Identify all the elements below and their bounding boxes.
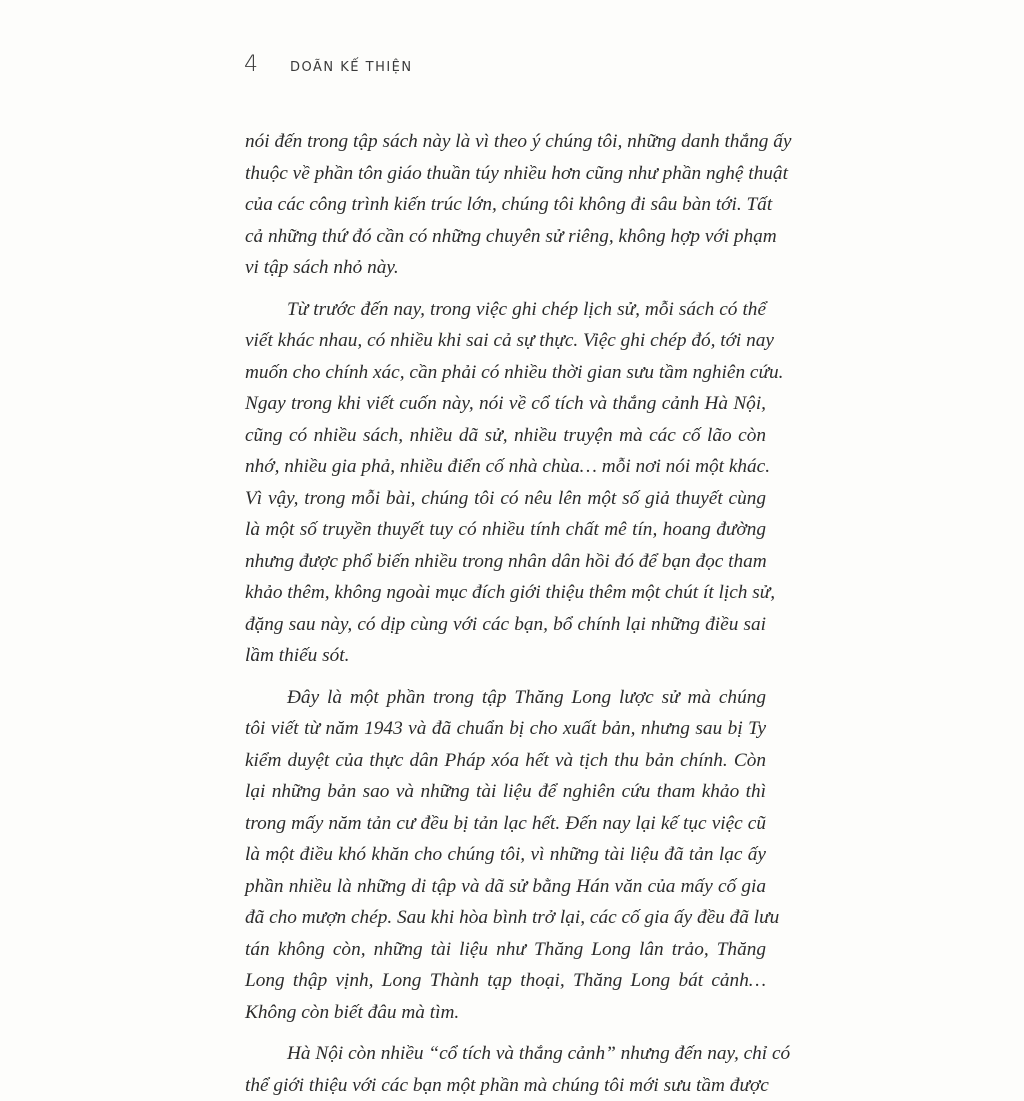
text-line: muốn cho chính xác, cần phải có nhiều thời gian sưu tầm nghiên cứu. [245,357,766,389]
text-line: Ngay trong khi viết cuốn này, nói về cổ tích và thắng cảnh Hà Nội, [245,388,766,420]
text-line: Long thập vịnh, Long Thành tạp thoại, Thăng Long bát cảnh… [245,965,766,997]
text-line: Từ trước đến nay, trong việc ghi chép lịch sử, mỗi sách có thể [245,294,766,326]
text-line: thuộc về phần tôn giáo thuần túy nhiều hơn cũng như phần nghệ thuật [245,158,766,190]
text-line: cũng có nhiều sách, nhiều dã sử, nhiều truyện mà các cố lão còn [245,420,766,452]
text-line: nhưng được phổ biến nhiều trong nhân dân hồi đó để bạn đọc tham [245,546,766,578]
paragraph-spacer [245,672,766,682]
text-line: đã cho mượn chép. Sau khi hòa bình trở lại, các cố gia ấy đều đã lưu [245,902,766,934]
text-line: trong mấy năm tản cư đều bị tản lạc hết. Đến nay lại kế tục việc cũ [245,808,766,840]
text-line: viết khác nhau, có nhiều khi sai cả sự thực. Việc ghi chép đó, tới nay [245,325,766,357]
paragraph [245,294,766,672]
text-line: là một số truyền thuyết tuy có nhiều tính chất mê tín, hoang đường [245,514,766,546]
text-line: của các công trình kiến trúc lớn, chúng tôi không đi sâu bàn tới. Tất [245,189,766,221]
text-line: khảo thêm, không ngoài mục đích giới thiệu thêm một chút ít lịch sử, [245,577,766,609]
running-head: DOÃN KẾ THIỆN [290,60,413,75]
text-line: Đây là một phần trong tập Thăng Long lược sử mà chúng [245,682,766,714]
paragraph [245,682,766,1029]
body-text [245,126,766,1101]
text-line: thể giới thiệu với các bạn một phần mà chúng tôi mới sưu tầm được [245,1070,766,1101]
paragraph-spacer [245,1028,766,1038]
text-line: đặng sau này, có dịp cùng với các bạn, bổ chính lại những điều sai [245,609,766,641]
text-line: vi tập sách nhỏ này. [245,252,766,284]
text-line: phần nhiều là những di tập và dã sử bằng Hán văn của mấy cố gia [245,871,766,903]
text-line: lầm thiếu sót. [245,640,766,672]
paragraph [245,1038,766,1101]
text-line: Hà Nội còn nhiều “cổ tích và thắng cảnh” nhưng đến nay, chỉ có [245,1038,766,1070]
text-line: tôi viết từ năm 1943 và đã chuẩn bị cho xuất bản, nhưng sau bị Ty [245,713,766,745]
paragraph [245,126,766,284]
paragraph-spacer [245,284,766,294]
text-line: Không còn biết đâu mà tìm. [245,997,766,1029]
page-number: 4 [244,52,258,77]
text-line: cả những thứ đó cần có những chuyên sử riêng, không hợp với phạm [245,221,766,253]
text-line: Vì vậy, trong mỗi bài, chúng tôi có nêu lên một số giả thuyết cùng [245,483,766,515]
text-line: nói đến trong tập sách này là vì theo ý chúng tôi, những danh thắng ấy [245,126,766,158]
text-line: là một điều khó khăn cho chúng tôi, vì những tài liệu đã tản lạc ấy [245,839,766,871]
page-header [244,52,413,77]
text-line: tán không còn, những tài liệu như Thăng Long lân trảo, Thăng [245,934,766,966]
text-line: kiểm duyệt của thực dân Pháp xóa hết và tịch thu bản chính. Còn [245,745,766,777]
text-line: nhớ, nhiều gia phả, nhiều điển cố nhà chùa… mỗi nơi nói một khác. [245,451,766,483]
text-line: lại những bản sao và những tài liệu để nghiên cứu tham khảo thì [245,776,766,808]
